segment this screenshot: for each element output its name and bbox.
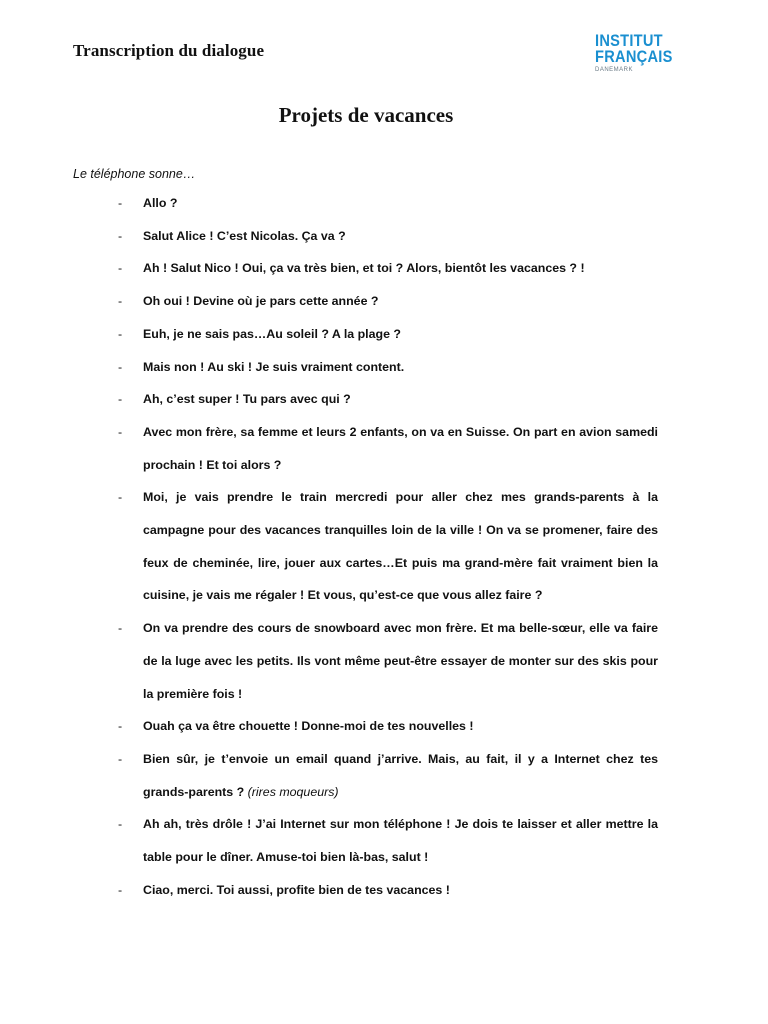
logo-line-2: FRANÇAIS <box>595 47 673 66</box>
dialogue-text: Allo ? <box>143 196 178 210</box>
bullet-dash: - <box>118 228 123 243</box>
logo-line-1: INSTITUT <box>595 31 663 50</box>
stage-note: (rires moqueurs) <box>247 784 339 799</box>
dialogue-list <box>0 187 768 906</box>
dialogue-line <box>118 252 658 285</box>
dialogue-text: Ah ! Salut Nico ! Oui, ça va très bien, et toi ? Alors, bientôt les vacances ? ! <box>143 261 585 276</box>
dialogue-line <box>118 285 658 318</box>
dialogue-line <box>118 743 658 808</box>
institut-francais-logo <box>595 33 685 79</box>
dialogue-text: Ah ah, très drôle ! J’ai Internet sur mon téléphone ! Je dois te laisser et aller mettre la table pour le dîner. Amuse-toi bien là-bas, salut ! <box>143 817 658 865</box>
logo-line-3: DANEMARK <box>595 67 634 73</box>
bullet-dash: - <box>118 424 123 439</box>
bullet-dash: - <box>118 719 123 734</box>
bullet-dash: - <box>118 261 123 276</box>
dialogue-line <box>118 416 658 481</box>
dialogue-line <box>118 318 658 351</box>
dialogue-text: Euh, je ne sais pas…Au soleil ? A la plage ? <box>143 326 401 341</box>
dialogue-text: On va prendre des cours de snowboard avec mon frère. Et ma belle-sœur, elle va faire de la luge avec les petits. Ils vont même peut-être essayer de monter sur des skis pour la première fois ! <box>143 621 658 701</box>
dialogue-text: Oh oui ! Devine où je pars cette année ? <box>143 294 379 309</box>
dialogue-line <box>118 612 658 710</box>
header-title: Transcription du dialogue <box>73 41 265 60</box>
bullet-dash: - <box>118 817 123 832</box>
bullet-dash: - <box>118 490 123 505</box>
bullet-dash: - <box>118 882 123 897</box>
dialogue-text: Ouah ça va être chouette ! Donne-moi de tes nouvelles ! <box>143 719 474 734</box>
bullet-dash: - <box>118 359 123 374</box>
intro-text: Le téléphone sonne… <box>73 167 196 181</box>
dialogue-line <box>118 710 658 743</box>
dialogue-text: Ciao, merci. Toi aussi, profite bien de tes vacances ! <box>143 882 450 897</box>
dialogue-line <box>118 481 658 612</box>
dialogue-text: Avec mon frère, sa femme et leurs 2 enfants, on va en Suisse. On part en avion samedi prochain ! Et toi alors ? <box>143 424 658 472</box>
bullet-dash: - <box>118 326 123 341</box>
dialogue-line <box>118 383 658 416</box>
bullet-dash: - <box>118 196 123 210</box>
dialogue-text: Mais non ! Au ski ! Je suis vraiment content. <box>143 359 405 374</box>
dialogue-text: Bien sûr, je t’envoie un email quand j’arrive. Mais, au fait, il y a Internet chez tes grands-parents ? <box>143 751 658 799</box>
document-title: Projets de vacances <box>278 103 454 127</box>
bullet-dash: - <box>118 392 123 407</box>
dialogue-line <box>118 808 658 873</box>
dialogue-line <box>118 874 658 907</box>
dialogue-line <box>118 220 658 253</box>
dialogue-text: Salut Alice ! C’est Nicolas. Ça va ? <box>143 228 346 243</box>
dialogue-line <box>118 187 658 220</box>
dialogue-text: Moi, je vais prendre le train mercredi pour aller chez mes grands-parents à la campagne pour des vacances tranquilles loin de la ville ! On va se promener, faire des feux de cheminée, lire, jouer aux cartes…Et puis ma grand-mère fait vraiment bien la cuisine, je vais me régaler ! Et vous, qu’est-ce que vous allez faire ? <box>143 490 658 603</box>
dialogue-text: Ah, c’est super ! Tu pars avec qui ? <box>143 392 351 407</box>
bullet-dash: - <box>118 751 123 766</box>
bullet-dash: - <box>118 294 123 309</box>
bullet-dash: - <box>118 621 123 636</box>
dialogue-line <box>118 351 658 384</box>
